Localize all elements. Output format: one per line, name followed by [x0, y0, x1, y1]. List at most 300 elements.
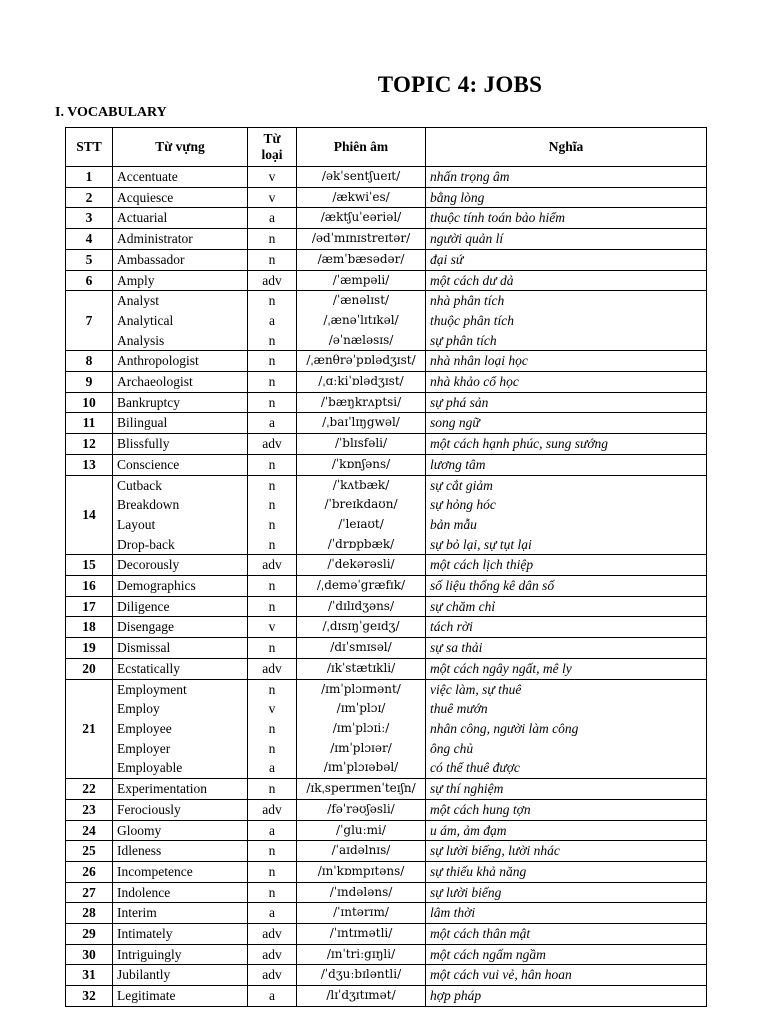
phonetic: /ˈleɪaʊt/ — [338, 516, 384, 531]
vocab-word: Layout — [117, 516, 156, 532]
meaning-cell — [426, 861, 707, 882]
table-row — [66, 249, 707, 270]
row-number: 3 — [66, 208, 113, 229]
table-body — [66, 167, 707, 1007]
meaning: thuộc phân tích — [430, 312, 514, 328]
vocab-word: Employ — [117, 701, 160, 717]
vocab-word-cell — [113, 475, 248, 555]
vocab-word-cell — [113, 229, 248, 250]
part-of-speech: n — [268, 884, 276, 900]
vocab-word-cell — [113, 270, 248, 291]
meaning: sự chăm chỉ — [430, 598, 496, 614]
phonetic: /æmˈbæsədər/ — [317, 251, 405, 266]
phonetic-cell — [297, 924, 426, 945]
part-of-speech: adv — [262, 801, 282, 817]
vocab-word: Decorously — [117, 557, 180, 573]
part-of-speech: adv — [262, 926, 282, 942]
vocab-word-cell — [113, 882, 248, 903]
phonetic: /ˈɪntərɪm/ — [333, 905, 389, 920]
page-title: TOPIC 4: JOBS — [377, 72, 543, 97]
vocab-word: Employer — [117, 740, 171, 756]
part-of-speech-cell — [248, 576, 297, 597]
table-row — [66, 617, 707, 638]
phonetic-cell — [297, 596, 426, 617]
part-of-speech-cell — [248, 779, 297, 800]
phonetic: /ˌɑːkiˈɒlədʒɪst/ — [318, 374, 404, 389]
table-row — [66, 167, 707, 188]
meaning-cell — [426, 779, 707, 800]
vocab-word: Archaeologist — [117, 374, 193, 390]
vocab-word-cell — [113, 249, 248, 270]
phonetic-cell — [297, 351, 426, 372]
meaning: nhân công, người làm công — [430, 720, 579, 736]
vocab-word-cell — [113, 799, 248, 820]
phonetic: /ˈænəlɪst/ — [332, 293, 390, 308]
phonetic-cell — [297, 372, 426, 393]
table-row — [66, 372, 707, 393]
phonetic: /ˈblɪsfəli/ — [334, 436, 388, 451]
table-row — [66, 882, 707, 903]
part-of-speech-cell — [248, 799, 297, 820]
phonetic: /ˈɪndələns/ — [329, 884, 393, 899]
vocab-word: Experimentation — [117, 781, 207, 797]
part-of-speech: n — [268, 251, 276, 267]
vocab-word-cell — [113, 924, 248, 945]
meaning: song ngữ — [430, 415, 480, 431]
vocab-word-cell — [113, 351, 248, 372]
table-row — [66, 187, 707, 208]
vocab-word-cell — [113, 965, 248, 986]
table-row — [66, 861, 707, 882]
meaning: một cách ngây ngất, mê ly — [430, 660, 572, 676]
vocab-word-cell — [113, 944, 248, 965]
meaning-cell — [426, 903, 707, 924]
vocab-word: Demographics — [117, 578, 196, 594]
vocabulary-table — [65, 127, 707, 1007]
vocab-word: Dismissal — [117, 640, 171, 656]
meaning: nhà phân tích — [430, 293, 505, 309]
meaning-cell — [426, 291, 707, 351]
table-row — [66, 841, 707, 862]
vocab-word: Actuarial — [117, 210, 168, 226]
phonetic-cell — [297, 617, 426, 638]
phonetic-cell — [297, 229, 426, 250]
table-row — [66, 944, 707, 965]
row-number: 11 — [66, 413, 113, 434]
table-row — [66, 799, 707, 820]
vocab-word: Intriguingly — [117, 946, 182, 962]
meaning-cell — [426, 576, 707, 597]
vocab-word-cell — [113, 454, 248, 475]
part-of-speech-cell — [248, 841, 297, 862]
table-row — [66, 351, 707, 372]
table-row — [66, 555, 707, 576]
part-of-speech: n — [268, 477, 276, 493]
meaning-cell — [426, 413, 707, 434]
meaning-cell — [426, 924, 707, 945]
part-of-speech: a — [269, 760, 275, 776]
part-of-speech: n — [268, 332, 276, 348]
table-row — [66, 413, 707, 434]
phonetic: /ˈdɪlɪdʒəns/ — [327, 598, 395, 613]
vocab-word: Analysis — [117, 332, 165, 348]
phonetic: /ˈbreɪkdaʊn/ — [324, 497, 398, 512]
vocab-word: Incompetence — [117, 863, 193, 879]
part-of-speech: v — [268, 701, 276, 717]
vocab-word-cell — [113, 861, 248, 882]
vocab-word: Cutback — [117, 477, 162, 493]
table-row — [66, 820, 707, 841]
vocab-word-cell — [113, 658, 248, 679]
vocab-word: Jubilantly — [117, 967, 171, 983]
part-of-speech: a — [269, 312, 275, 328]
phonetic: /ˈkʌtbæk/ — [332, 477, 390, 492]
row-number: 28 — [66, 903, 113, 924]
vocab-word: Bilingual — [117, 415, 168, 431]
row-number: 9 — [66, 372, 113, 393]
part-of-speech: adv — [262, 272, 282, 288]
part-of-speech: n — [268, 516, 276, 532]
phonetic: /fəˈrəʊʃəsli/ — [327, 801, 395, 816]
phonetic-cell — [297, 658, 426, 679]
part-of-speech-cell — [248, 638, 297, 659]
phonetic: /ɪmˈplɔɪəbəl/ — [323, 760, 399, 775]
phonetic: /ˌdɪsɪŋˈgeɪdʒ/ — [322, 619, 400, 634]
meaning: bằng lòng — [430, 189, 485, 205]
part-of-speech-cell — [248, 882, 297, 903]
meaning: sự thiếu khả năng — [430, 863, 527, 879]
row-number: 10 — [66, 392, 113, 413]
meaning: sự phân tích — [430, 332, 497, 348]
meaning-cell — [426, 596, 707, 617]
vocab-word-cell — [113, 903, 248, 924]
row-number: 29 — [66, 924, 113, 945]
phonetic-cell — [297, 638, 426, 659]
part-of-speech-cell — [248, 187, 297, 208]
row-number: 17 — [66, 596, 113, 617]
phonetic: /ˈæmpəli/ — [332, 272, 390, 287]
meaning: việc làm, sự thuê — [430, 681, 522, 697]
phonetic: /ɪkˌsperɪmenˈteɪʃn/ — [306, 781, 416, 796]
phonetic: /ˈgluːmi/ — [336, 822, 386, 837]
part-of-speech: n — [268, 640, 276, 656]
meaning-cell — [426, 454, 707, 475]
vocab-word-cell — [113, 986, 248, 1007]
part-of-speech-cell — [248, 475, 297, 555]
part-of-speech: n — [268, 598, 276, 614]
row-number: 24 — [66, 820, 113, 841]
meaning-cell — [426, 882, 707, 903]
phonetic: /əˈnæləsɪs/ — [328, 332, 394, 347]
vocab-word: Blissfully — [117, 436, 170, 452]
vocab-word-cell — [113, 820, 248, 841]
meaning: thuê mướn — [430, 701, 488, 717]
phonetic-cell — [297, 944, 426, 965]
vocab-word: Disengage — [117, 619, 174, 635]
row-number: 30 — [66, 944, 113, 965]
part-of-speech: v — [268, 189, 276, 205]
vocab-word: Analyst — [117, 293, 159, 309]
row-number: 19 — [66, 638, 113, 659]
meaning: một cách thân mật — [430, 926, 531, 942]
meaning-cell — [426, 841, 707, 862]
vocab-word: Breakdown — [117, 497, 180, 513]
vocab-word: Diligence — [117, 598, 170, 614]
row-number: 22 — [66, 779, 113, 800]
meaning-cell — [426, 249, 707, 270]
phonetic: /ɪmˈplɔɪ/ — [336, 701, 386, 716]
vocab-word: Anthropologist — [117, 353, 199, 369]
part-of-speech-cell — [248, 392, 297, 413]
phonetic-cell — [297, 555, 426, 576]
meaning: một cách dư dả — [430, 272, 514, 288]
row-number: 27 — [66, 882, 113, 903]
vocab-word-cell — [113, 187, 248, 208]
section-heading: I. VOCABULARY — [55, 105, 167, 120]
row-number: 20 — [66, 658, 113, 679]
phonetic-cell — [297, 576, 426, 597]
part-of-speech-cell — [248, 434, 297, 455]
meaning: một cách hạnh phúc, sung sướng — [430, 436, 609, 452]
row-number: 23 — [66, 799, 113, 820]
part-of-speech-cell — [248, 658, 297, 679]
vocab-word: Acquiesce — [117, 189, 174, 205]
part-of-speech: adv — [262, 436, 282, 452]
vocab-word: Interim — [117, 905, 157, 921]
phonetic: /ˈaɪdəlnɪs/ — [331, 843, 391, 858]
part-of-speech-cell — [248, 596, 297, 617]
table-row — [66, 638, 707, 659]
vocab-word: Drop-back — [117, 536, 175, 552]
part-of-speech-cell — [248, 820, 297, 841]
meaning-cell — [426, 986, 707, 1007]
vocab-word-cell — [113, 555, 248, 576]
vocab-word-cell — [113, 617, 248, 638]
vocab-word-cell — [113, 841, 248, 862]
part-of-speech: n — [268, 231, 276, 247]
vocab-word: Accentuate — [117, 169, 178, 184]
meaning-cell — [426, 679, 707, 779]
table-row — [66, 392, 707, 413]
meaning: sự thí nghiệm — [430, 781, 504, 797]
row-number: 8 — [66, 351, 113, 372]
part-of-speech-cell — [248, 229, 297, 250]
phonetic: /ˌdeməˈgræfɪk/ — [316, 578, 406, 593]
table-row — [66, 270, 707, 291]
table-row — [66, 779, 707, 800]
vocab-word-cell — [113, 596, 248, 617]
part-of-speech: n — [268, 456, 276, 472]
meaning: nhà khảo cổ học — [430, 374, 519, 390]
meaning-cell — [426, 555, 707, 576]
vocab-word: Gloomy — [117, 822, 162, 838]
row-number: 2 — [66, 187, 113, 208]
part-of-speech-cell — [248, 372, 297, 393]
vocab-word-cell — [113, 638, 248, 659]
phonetic: /ˈdekərəsli/ — [327, 557, 395, 572]
phonetic-cell — [297, 413, 426, 434]
part-of-speech-cell — [248, 986, 297, 1007]
part-of-speech-cell — [248, 413, 297, 434]
part-of-speech: n — [268, 781, 276, 797]
meaning: lương tâm — [430, 456, 486, 472]
phonetic: /ɪnˈtriːgɪŋli/ — [326, 946, 396, 961]
vocab-word-cell — [113, 208, 248, 229]
meaning-cell — [426, 351, 707, 372]
phonetic-cell — [297, 208, 426, 229]
table-row — [66, 596, 707, 617]
meaning: đại sứ — [430, 251, 464, 267]
header-word: Từ vựng — [113, 128, 248, 167]
meaning-cell — [426, 638, 707, 659]
row-number: 5 — [66, 249, 113, 270]
part-of-speech: a — [269, 822, 275, 838]
meaning-cell — [426, 167, 707, 188]
meaning: một cách hung tợn — [430, 801, 531, 817]
part-of-speech: n — [268, 578, 276, 594]
meaning: tách rời — [430, 619, 473, 635]
vocab-word: Ecstatically — [117, 660, 180, 676]
meaning: sự hỏng hóc — [430, 497, 496, 513]
vocab-word-cell — [113, 291, 248, 351]
phonetic: /ˌbaɪˈlɪŋgwəl/ — [322, 415, 400, 430]
part-of-speech-cell — [248, 454, 297, 475]
vocab-word-cell — [113, 779, 248, 800]
part-of-speech: n — [268, 536, 276, 552]
phonetic-cell — [297, 986, 426, 1007]
meaning-cell — [426, 617, 707, 638]
vocab-word: Employment — [117, 681, 187, 697]
meaning: lâm thời — [430, 905, 476, 921]
part-of-speech: a — [269, 905, 275, 921]
table-row — [66, 434, 707, 455]
part-of-speech-cell — [248, 555, 297, 576]
table-row — [66, 576, 707, 597]
part-of-speech-cell — [248, 208, 297, 229]
meaning-cell — [426, 270, 707, 291]
part-of-speech-cell — [248, 903, 297, 924]
meaning: nhấn trọng âm — [430, 169, 510, 184]
meaning: thuộc tính toán bảo hiểm — [430, 210, 565, 226]
phonetic-cell — [297, 454, 426, 475]
header-pos: Từ loại — [248, 128, 297, 167]
table-row — [66, 903, 707, 924]
meaning: một cách lịch thiệp — [430, 557, 534, 573]
row-number: 31 — [66, 965, 113, 986]
meaning: một cách vui vẻ, hân hoan — [430, 967, 572, 983]
vocab-word: Legitimate — [117, 988, 176, 1004]
meaning: sự cắt giảm — [430, 477, 493, 493]
row-number: 18 — [66, 617, 113, 638]
phonetic: /ˈdʒuːbɪləntli/ — [320, 967, 402, 982]
part-of-speech-cell — [248, 861, 297, 882]
table-row — [66, 986, 707, 1007]
meaning: bản mẫu — [430, 516, 477, 532]
vocab-word-cell — [113, 167, 248, 188]
meaning-cell — [426, 965, 707, 986]
part-of-speech-cell — [248, 944, 297, 965]
header-stt: STT — [66, 128, 113, 167]
table-row — [66, 475, 707, 555]
phonetic-cell — [297, 965, 426, 986]
vocab-word-cell — [113, 576, 248, 597]
meaning: u ám, ảm đạm — [430, 822, 507, 838]
table-header-row — [66, 128, 707, 167]
meaning: nhà nhân loại học — [430, 353, 528, 369]
phonetic: /ɪnˈkɒmpɪtəns/ — [317, 863, 405, 878]
meaning: hợp pháp — [430, 988, 482, 1004]
header-ipa: Phiên âm — [297, 128, 426, 167]
table-row — [66, 291, 707, 351]
phonetic-cell — [297, 679, 426, 779]
part-of-speech: n — [268, 843, 276, 859]
part-of-speech-cell — [248, 679, 297, 779]
row-number: 6 — [66, 270, 113, 291]
phonetic: /ˈɪntɪmətli/ — [329, 926, 393, 941]
row-number: 26 — [66, 861, 113, 882]
phonetic-cell — [297, 270, 426, 291]
phonetic-cell — [297, 187, 426, 208]
part-of-speech: a — [269, 988, 275, 1004]
vocab-word: Bankruptcy — [117, 394, 180, 410]
row-number: 1 — [66, 167, 113, 188]
phonetic-cell — [297, 392, 426, 413]
phonetic: /ɪmˈplɔɪmənt/ — [321, 681, 401, 696]
table-row — [66, 208, 707, 229]
part-of-speech: n — [268, 720, 276, 736]
vocab-word: Analytical — [117, 312, 174, 328]
meaning-cell — [426, 820, 707, 841]
phonetic: /ˈkɒnʃəns/ — [331, 456, 391, 471]
vocab-word-cell — [113, 413, 248, 434]
phonetic-cell — [297, 779, 426, 800]
part-of-speech: v — [268, 619, 276, 635]
phonetic: /ɪmˈplɔɪiː/ — [332, 720, 390, 735]
part-of-speech-cell — [248, 924, 297, 945]
vocab-word: Ferociously — [117, 801, 181, 817]
meaning: sự sa thải — [430, 640, 483, 656]
part-of-speech: n — [268, 863, 276, 879]
part-of-speech: n — [268, 394, 276, 410]
part-of-speech: a — [269, 210, 275, 226]
vocab-word-cell — [113, 679, 248, 779]
meaning-cell — [426, 475, 707, 555]
phonetic: /lɪˈdʒɪtɪmət/ — [326, 988, 396, 1003]
phonetic: /æktʃuˈeəriəl/ — [320, 210, 402, 225]
row-number: 15 — [66, 555, 113, 576]
part-of-speech: n — [268, 374, 276, 390]
row-number: 32 — [66, 986, 113, 1007]
meaning-cell — [426, 944, 707, 965]
meaning-cell — [426, 372, 707, 393]
part-of-speech-cell — [248, 291, 297, 351]
phonetic-cell — [297, 249, 426, 270]
row-number: 14 — [66, 475, 113, 555]
vocab-word: Conscience — [117, 456, 180, 472]
meaning: sự bỏ lại, sự tụt lại — [430, 536, 532, 552]
meaning-cell — [426, 229, 707, 250]
part-of-speech-cell — [248, 965, 297, 986]
phonetic-cell — [297, 841, 426, 862]
vocab-word-cell — [113, 434, 248, 455]
part-of-speech: n — [268, 293, 276, 309]
vocab-word: Indolence — [117, 884, 171, 900]
part-of-speech: a — [269, 415, 275, 431]
part-of-speech-cell — [248, 270, 297, 291]
phonetic-cell — [297, 861, 426, 882]
row-number: 25 — [66, 841, 113, 862]
phonetic: /ˌænəˈlɪtɪkəl/ — [323, 312, 399, 327]
